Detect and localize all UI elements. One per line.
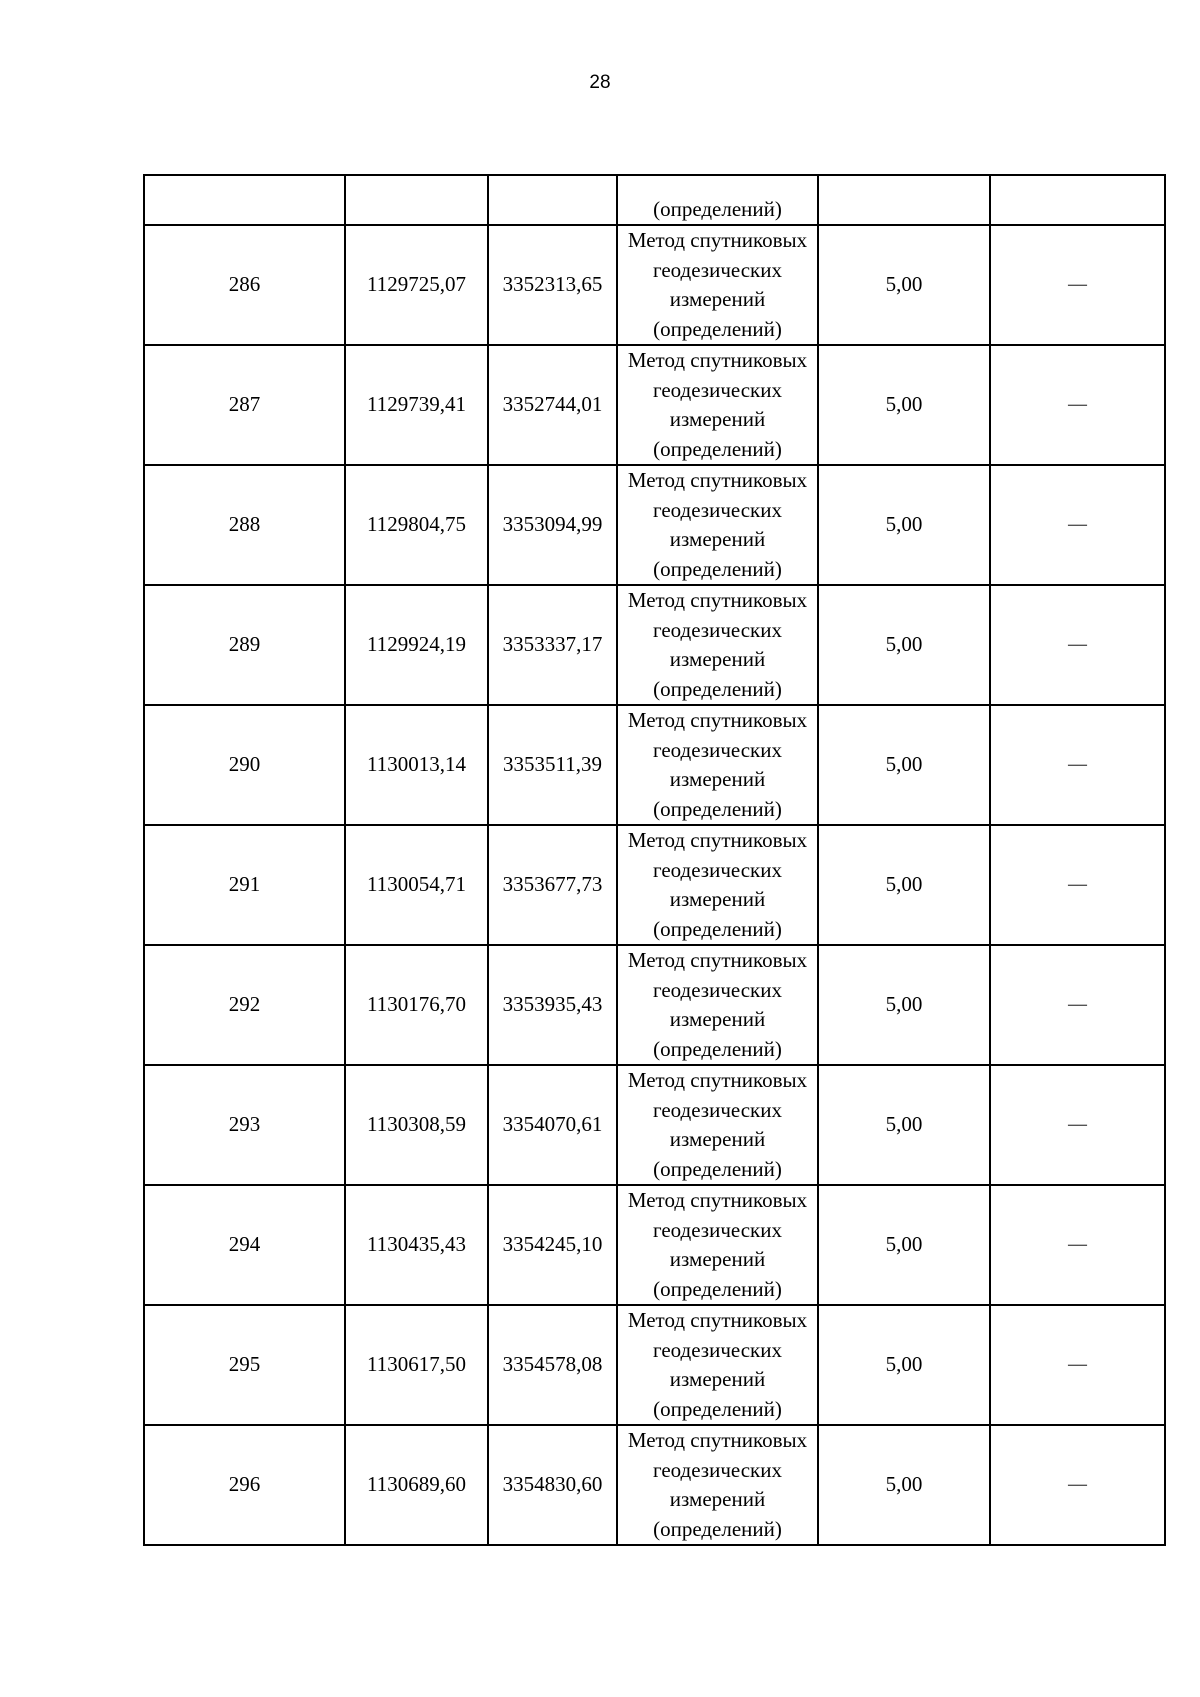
cell-empty xyxy=(818,175,990,225)
dash-icon: — xyxy=(1067,1472,1088,1497)
method-line: измерений xyxy=(669,647,766,671)
x-coordinate-cell: 1130054,71 xyxy=(345,825,488,945)
accuracy-cell: 5,00 xyxy=(818,345,990,465)
dash-icon: — xyxy=(1067,872,1088,897)
x-coordinate-cell: 1130176,70 xyxy=(345,945,488,1065)
method-line: Метод спутниковых xyxy=(627,1188,808,1212)
method-line: Метод спутниковых xyxy=(627,1428,808,1452)
coordinates-table xyxy=(143,174,1166,1546)
method-line: измерений xyxy=(669,1127,766,1151)
note-cell xyxy=(990,825,1165,945)
point-number-cell: 295 xyxy=(144,1305,345,1425)
cell-empty xyxy=(144,175,345,225)
accuracy-cell: 5,00 xyxy=(818,1305,990,1425)
page-number: 28 xyxy=(589,72,611,93)
method-cell xyxy=(617,945,818,1065)
method-cell xyxy=(617,1185,818,1305)
method-cell xyxy=(617,345,818,465)
method-line: геодезических xyxy=(652,617,782,642)
method-line: геодезических xyxy=(652,1337,782,1362)
y-coordinate-cell: 3353094,99 xyxy=(488,465,617,585)
table-body xyxy=(144,175,1165,1545)
note-cell xyxy=(990,1305,1165,1425)
x-coordinate-cell: 1129804,75 xyxy=(345,465,488,585)
method-line: измерений xyxy=(669,1367,766,1391)
method-line: (определений) xyxy=(653,1396,782,1421)
table-row xyxy=(144,225,1165,345)
dash-icon: — xyxy=(1067,752,1088,777)
x-coordinate-cell: 1130435,43 xyxy=(345,1185,488,1305)
method-line: геодезических xyxy=(652,377,782,402)
point-number-cell: 286 xyxy=(144,225,345,345)
accuracy-cell: 5,00 xyxy=(818,945,990,1065)
method-line: Метод спутниковых xyxy=(627,588,808,612)
method-line: измерений xyxy=(669,1007,766,1031)
point-number-cell: 289 xyxy=(144,585,345,705)
method-cell: (определений) xyxy=(617,175,818,225)
method-line: Метод спутниковых xyxy=(627,228,808,252)
x-coordinate-cell: 1129739,41 xyxy=(345,345,488,465)
method-line: Метод спутниковых xyxy=(627,708,808,732)
y-coordinate-cell: 3352744,01 xyxy=(488,345,617,465)
method-line: геодезических xyxy=(652,857,782,882)
method-line: (определений) xyxy=(653,796,782,821)
method-line: измерений xyxy=(669,287,766,311)
cell-empty xyxy=(990,175,1165,225)
point-number-cell: 288 xyxy=(144,465,345,585)
dash-icon: — xyxy=(1067,1232,1088,1257)
method-line: Метод спутниковых xyxy=(627,468,808,492)
y-coordinate-cell: 3352313,65 xyxy=(488,225,617,345)
method-line: геодезических xyxy=(652,737,782,762)
dash-icon: — xyxy=(1067,632,1088,657)
method-cell xyxy=(617,705,818,825)
method-cell xyxy=(617,1425,818,1545)
dash-icon: — xyxy=(1067,992,1088,1017)
y-coordinate-cell: 3354830,60 xyxy=(488,1425,617,1545)
method-cell xyxy=(617,465,818,585)
note-cell xyxy=(990,705,1165,825)
dash-icon: — xyxy=(1067,272,1088,297)
table-row xyxy=(144,945,1165,1065)
method-line: Метод спутниковых xyxy=(627,348,808,372)
note-cell xyxy=(990,465,1165,585)
table-row xyxy=(144,1305,1165,1425)
method-line: геодезических xyxy=(652,1457,782,1482)
method-line: измерений xyxy=(669,1247,766,1271)
dash-icon: — xyxy=(1067,512,1088,537)
method-line: измерений xyxy=(669,527,766,551)
point-number-cell: 293 xyxy=(144,1065,345,1185)
method-line: измерений xyxy=(669,767,766,791)
note-cell xyxy=(990,945,1165,1065)
accuracy-cell: 5,00 xyxy=(818,1185,990,1305)
x-coordinate-cell: 1130308,59 xyxy=(345,1065,488,1185)
note-cell xyxy=(990,345,1165,465)
continuation-row xyxy=(144,175,1165,225)
method-line: Метод спутниковых xyxy=(627,1308,808,1332)
method-line: (определений) xyxy=(653,1276,782,1301)
y-coordinate-cell: 3353935,43 xyxy=(488,945,617,1065)
x-coordinate-cell: 1130617,50 xyxy=(345,1305,488,1425)
note-cell xyxy=(990,1185,1165,1305)
dash-icon: — xyxy=(1067,1112,1088,1137)
method-line: Метод спутниковых xyxy=(627,828,808,852)
dash-icon: — xyxy=(1067,1352,1088,1377)
method-line: геодезических xyxy=(652,257,782,282)
method-cell xyxy=(617,1065,818,1185)
y-coordinate-cell: 3353337,17 xyxy=(488,585,617,705)
point-number-cell: 292 xyxy=(144,945,345,1065)
note-cell xyxy=(990,225,1165,345)
method-line: (определений) xyxy=(653,916,782,941)
accuracy-cell: 5,00 xyxy=(818,1425,990,1545)
x-coordinate-cell: 1130689,60 xyxy=(345,1425,488,1545)
accuracy-cell: 5,00 xyxy=(818,825,990,945)
point-number-cell: 294 xyxy=(144,1185,345,1305)
method-line: измерений xyxy=(669,887,766,911)
method-line: Метод спутниковых xyxy=(627,948,808,972)
point-number-cell: 291 xyxy=(144,825,345,945)
accuracy-cell: 5,00 xyxy=(818,705,990,825)
cell-empty xyxy=(488,175,617,225)
table-row xyxy=(144,345,1165,465)
y-coordinate-cell: 3354578,08 xyxy=(488,1305,617,1425)
method-line: (определений) xyxy=(653,1516,782,1541)
x-coordinate-cell: 1129725,07 xyxy=(345,225,488,345)
cell-empty xyxy=(345,175,488,225)
method-line: геодезических xyxy=(652,1097,782,1122)
method-line: геодезических xyxy=(652,1217,782,1242)
accuracy-cell: 5,00 xyxy=(818,465,990,585)
table-row xyxy=(144,465,1165,585)
point-number-cell: 287 xyxy=(144,345,345,465)
x-coordinate-cell: 1129924,19 xyxy=(345,585,488,705)
table-row xyxy=(144,1185,1165,1305)
dash-icon: — xyxy=(1067,392,1088,417)
y-coordinate-cell: 3354245,10 xyxy=(488,1185,617,1305)
table-row xyxy=(144,585,1165,705)
method-cell xyxy=(617,585,818,705)
note-cell xyxy=(990,585,1165,705)
x-coordinate-cell: 1130013,14 xyxy=(345,705,488,825)
method-line: (определений) xyxy=(653,1156,782,1181)
method-cell xyxy=(617,1305,818,1425)
point-number-cell: 296 xyxy=(144,1425,345,1545)
method-line: измерений xyxy=(669,1487,766,1511)
accuracy-cell: 5,00 xyxy=(818,585,990,705)
table-row xyxy=(144,705,1165,825)
method-line: геодезических xyxy=(652,977,782,1002)
y-coordinate-cell: 3353677,73 xyxy=(488,825,617,945)
method-line: (определений) xyxy=(653,556,782,581)
note-cell xyxy=(990,1425,1165,1545)
method-line: (определений) xyxy=(653,676,782,701)
accuracy-cell: 5,00 xyxy=(818,1065,990,1185)
method-cell xyxy=(617,225,818,345)
method-line: измерений xyxy=(669,407,766,431)
y-coordinate-cell: 3353511,39 xyxy=(488,705,617,825)
method-line: (определений) xyxy=(653,436,782,461)
note-cell xyxy=(990,1065,1165,1185)
y-coordinate-cell: 3354070,61 xyxy=(488,1065,617,1185)
table-row xyxy=(144,1065,1165,1185)
method-line: Метод спутниковых xyxy=(627,1068,808,1092)
method-line: геодезических xyxy=(652,497,782,522)
table-row xyxy=(144,825,1165,945)
method-line: (определений) xyxy=(653,1036,782,1061)
point-number-cell: 290 xyxy=(144,705,345,825)
table-row xyxy=(144,1425,1165,1545)
method-line: (определений) xyxy=(653,316,782,341)
method-cell xyxy=(617,825,818,945)
accuracy-cell: 5,00 xyxy=(818,225,990,345)
